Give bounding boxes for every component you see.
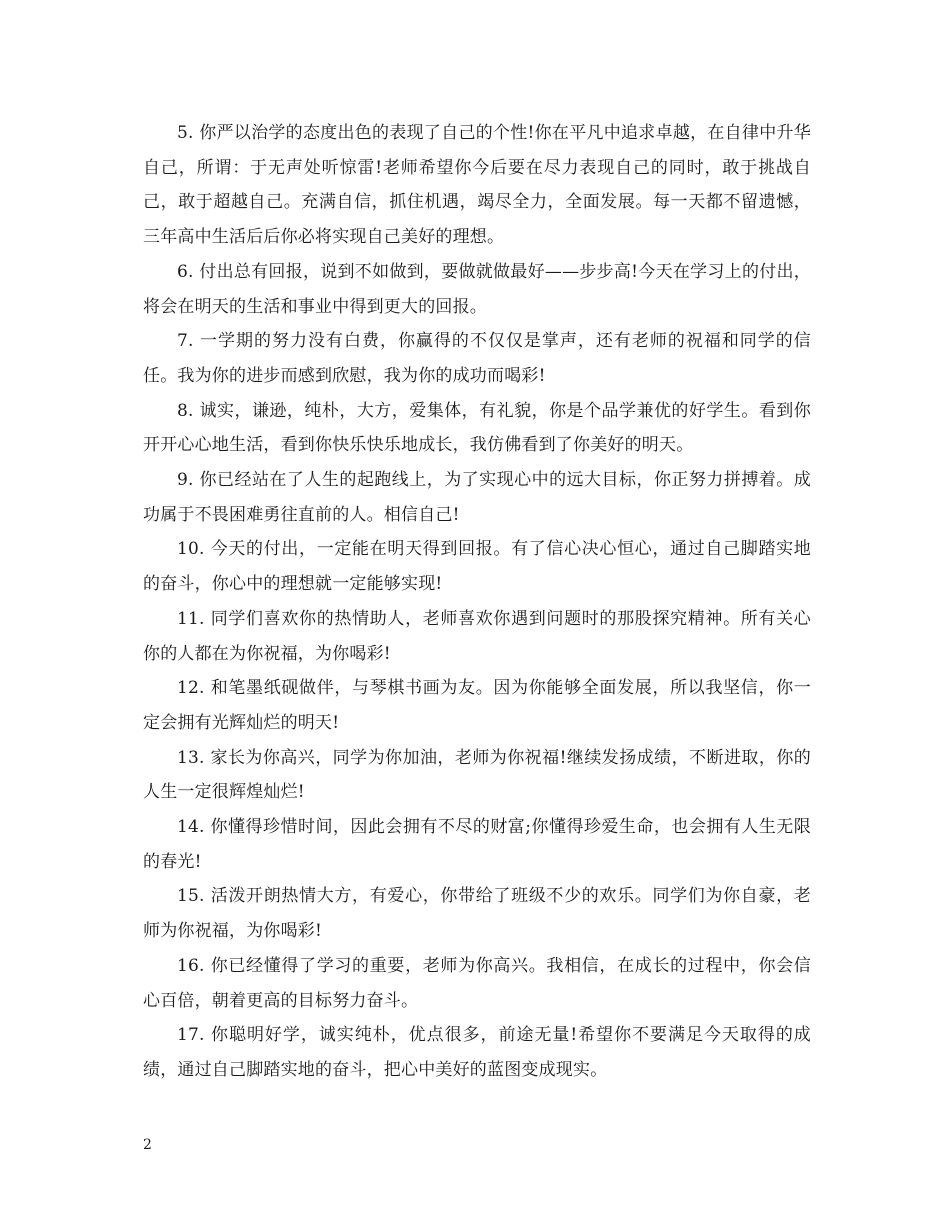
page-number: 2 <box>143 1137 152 1153</box>
paragraph-item-13: 13. 家长为你高兴，同学为你加油，老师为你祝福!继续发扬成绩，不断进取，你的人生一定很辉煌灿烂! <box>143 747 811 803</box>
paragraph-item-10: 10. 今天的付出，一定能在明天得到回报。有了信心决心恒心，通过自己脚踏实地的奋斗，你心中的理想就一定能够实现! <box>143 539 811 595</box>
paragraph-item-16: 16. 你已经懂得了学习的重要，老师为你高兴。我相信，在成长的过程中，你会信心百倍，朝着更高的目标努力奋斗。 <box>143 955 811 1011</box>
paragraph-item-14: 14. 你懂得珍惜时间，因此会拥有不尽的财富;你懂得珍爱生命，也会拥有人生无限的春光! <box>143 817 811 872</box>
paragraph-item-15: 15. 活泼开朗热情大方，有爱心，你带给了班级不少的欢乐。同学们为你自豪，老师为你祝福，为你喝彩! <box>143 886 811 942</box>
paragraph-item-8: 8. 诚实，谦逊，纯朴，大方，爱集体，有礼貌，你是个品学兼优的好学生。看到你开开心心地生活，看到你快乐快乐地成长，我仿佛看到了你美好的明天。 <box>143 400 811 456</box>
paragraph-item-5: 5. 你严以治学的态度出色的表现了自己的个性!你在平凡中追求卓越，在自律中升华自己，所谓：于无声处听惊雷!老师希望你今后要在尽力表现自己的同时，敢于挑战自己，敢于超越自己。充满自信，抓住机遇，竭尽全力，全面发展。每一天都不留遗憾，三年高中生活后后你必将实现自己美好的理想。 <box>143 123 811 248</box>
paragraph-item-11: 11. 同学们喜欢你的热情助人，老师喜欢你遇到问题时的那股探究精神。所有关心你的人都在为你祝福，为你喝彩! <box>143 608 811 664</box>
paragraph-item-12: 12. 和笔墨纸砚做伴，与琴棋书画为友。因为你能够全面发展，所以我坚信，你一定会拥有光辉灿烂的明天! <box>143 678 811 733</box>
paragraph-item-17: 17. 你聪明好学，诚实纯朴，优点很多，前途无量!希望你不要满足今天取得的成绩，通过自己脚踏实地的奋斗，把心中美好的蓝图变成现实。 <box>143 1025 811 1080</box>
paragraph-item-9: 9. 你已经站在了人生的起跑线上，为了实现心中的远大目标，你正努力拼搏着。成功属于不畏困难勇往直前的人。相信自己! <box>143 470 811 525</box>
paragraph-item-6: 6. 付出总有回报，说到不如做到，要做就做最好——步步高!今天在学习上的付出，将会在明天的生活和事业中得到更大的回报。 <box>143 261 811 317</box>
document-body <box>143 116 811 1088</box>
paragraph-item-7: 7. 一学期的努力没有白费，你赢得的不仅仅是掌声，还有老师的祝福和同学的信任。我为你的进步而感到欣慰，我为你的成功而喝彩! <box>143 331 811 386</box>
